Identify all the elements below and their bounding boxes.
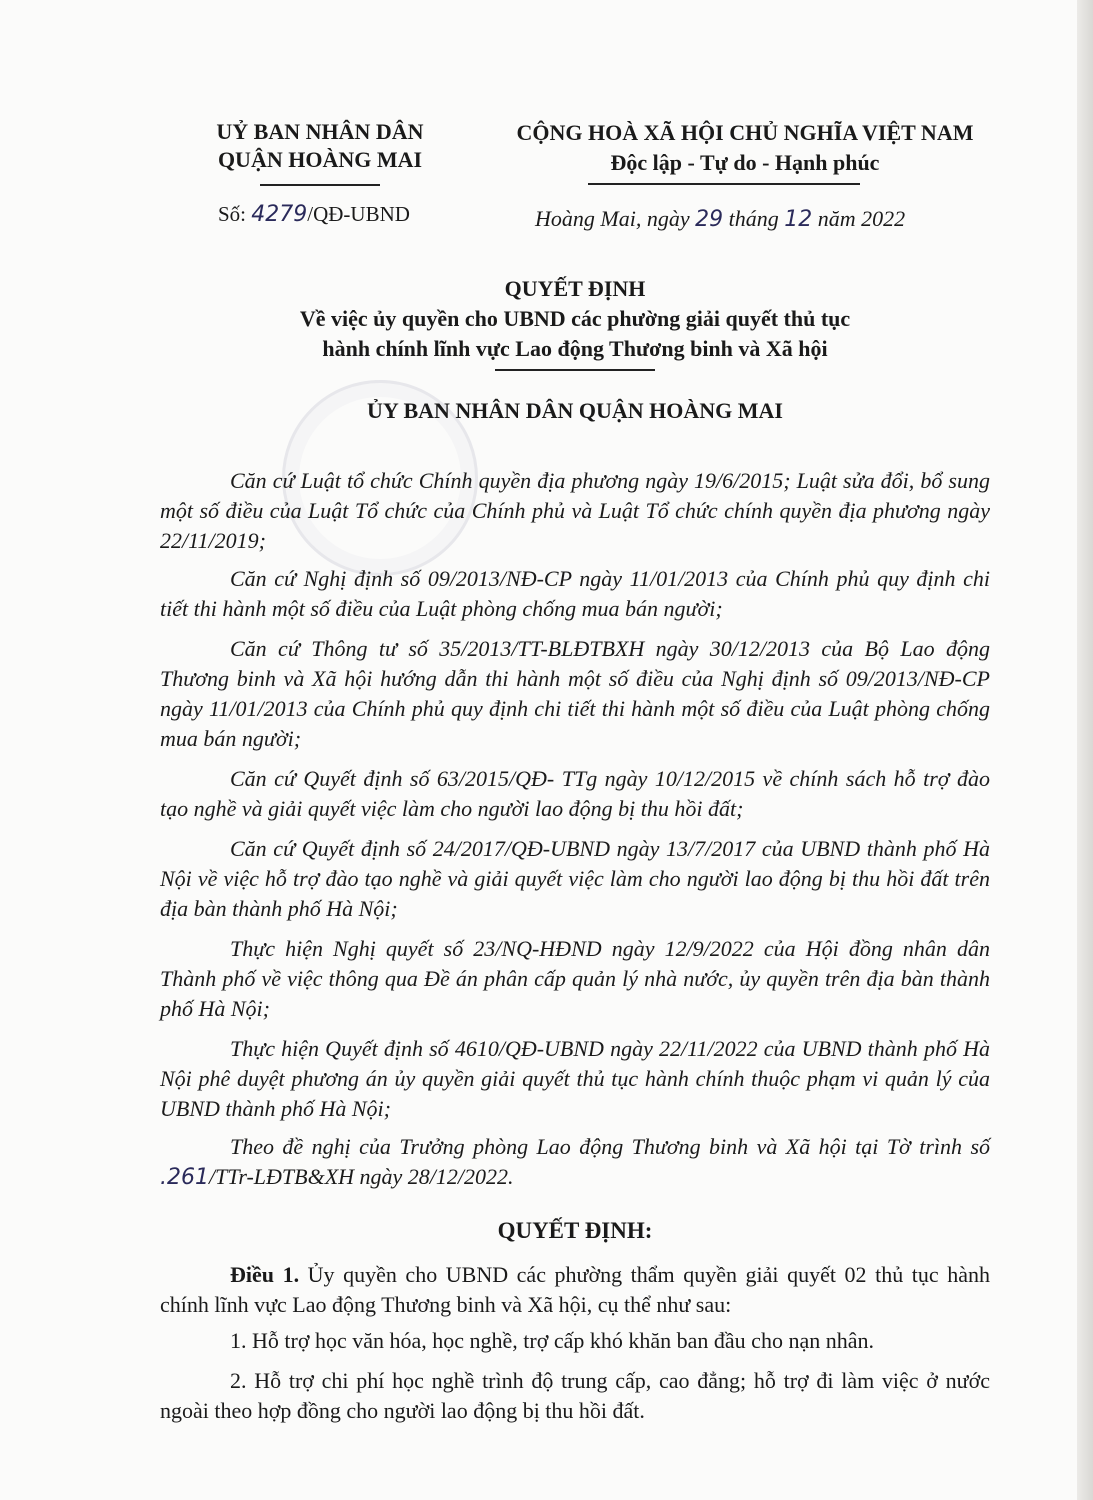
month-handwritten: 12 [784, 207, 813, 232]
org-line1: UỶ BAN NHÂN DÂN [216, 119, 424, 144]
place-date [535, 206, 905, 232]
preamble-para-6: Thực hiện Nghị quyết số 23/NQ-HĐND ngày 12/9/2022 của Hội đồng nhân dân Thành phố về việc thông qua Đề án phân cấp quản lý nhà nước, ủy quyền trên địa bàn thành phố Hà Nội; [160, 936, 990, 1021]
national-heading [495, 118, 995, 178]
doc-no-prefix: Số: [218, 202, 252, 226]
preamble-para-1: Căn cứ Luật tổ chức Chính quyền địa phương ngày 19/6/2015; Luật sửa đổi, bổ sung một số điều của Luật Tổ chức của Chính phủ và Luật Tổ chức chính quyền địa phương ngày 22/11/2019; [160, 468, 990, 553]
article-1-text: Ủy quyền cho UBND các phường thẩm quyền giải quyết 02 thủ tục hành chính lĩnh vực Lao động Thương binh và Xã hội, cụ thể như sau: [160, 1262, 991, 1317]
proposal-suffix: /TTr-LĐTB&XH ngày 28/12/2022. [208, 1164, 514, 1189]
year-label: năm 2022 [812, 206, 906, 231]
doc-no-handwritten: 4279 [251, 202, 308, 227]
doc-no-suffix: /QĐ-UBND [307, 202, 410, 226]
title-underline [495, 369, 655, 371]
proposal-para [160, 1132, 990, 1193]
preamble-para-5: Căn cứ Quyết định số 24/2017/QĐ-UBND ngày 13/7/2017 của UBND thành phố Hà Nội về việc hỗ trợ đào tạo nghề và giải quyết việc làm cho người lao động bị thu hồi đất trên địa bàn thành phố Hà Nội; [160, 836, 990, 921]
subject-line1: Về việc ủy quyền cho UBND các phường giải quyết thủ tục [299, 306, 851, 331]
org-underline [260, 184, 380, 186]
proposal-prefix: số [970, 1134, 991, 1159]
day-handwritten: 29 [695, 207, 724, 232]
document-number [218, 202, 410, 227]
preamble-para-2: Căn cứ Nghị định số 09/2013/NĐ-CP ngày 11/01/2013 của Chính phủ quy định chi tiết thi hành một số điều của Luật phòng chống mua bán người; [160, 566, 990, 621]
article-1-item-1: 1. Hỗ trợ học văn hóa, học nghề, trợ cấp khó khăn ban đầu cho nạn nhân. [230, 1328, 874, 1353]
motto-underline [588, 183, 860, 185]
preamble-para-4: Căn cứ Quyết định số 63/2015/QĐ- TTg ngày 10/12/2015 về chính sách hỗ trợ đào tạo nghề và giải quyết việc làm cho người lao động bị thu hồi đất; [160, 766, 990, 821]
proposal-handwritten-no: .261 [160, 1165, 209, 1190]
title-heading: QUYẾT ĐỊNH [504, 276, 646, 301]
decision-heading: QUYẾT ĐỊNH: [497, 1218, 653, 1243]
article-1-label: Điều 1. [230, 1262, 300, 1287]
page-edge-shadow [1077, 0, 1093, 1500]
place-date-prefix: Hoàng Mai, ngày [535, 206, 696, 231]
month-label: tháng [723, 206, 785, 231]
proposal-line1: Theo đề nghị của Trưởng phòng Lao động Thương binh và Xã hội tại Tờ trình [230, 1134, 963, 1159]
org-line2: QUẬN HOÀNG MAI [217, 147, 423, 172]
issuer-heading: ỦY BAN NHÂN DÂN QUẬN HOÀNG MAI [367, 398, 783, 423]
preamble-para-7: Thực hiện Quyết định số 4610/QĐ-UBND ngày 22/11/2022 của UBND thành phố Hà Nội phê duyệt phương án ủy quyền giải quyết thủ tục hành chính thuộc phạm vi quản lý của UBND thành phố Hà Nội; [160, 1036, 990, 1121]
country-line2: Độc lập - Tự do - Hạnh phúc [610, 150, 880, 175]
country-line1: CỘNG HOÀ XÃ HỘI CHỦ NGHĨA VIỆT NAM [516, 120, 974, 145]
subject-line2: hành chính lĩnh vực Lao động Thương binh và Xã hội [322, 336, 828, 361]
preamble-para-3: Căn cứ Thông tư số 35/2013/TT-BLĐTBXH ngày 30/12/2013 của Bộ Lao động Thương binh và Xã hội hướng dẫn thi hành một số điều của Nghị định số 09/2013/NĐ-CP ngày 11/01/2013 của Chính phủ quy định chi tiết thi hành một số điều của Luật phòng chống mua bán người; [160, 636, 990, 751]
issuing-authority [185, 118, 455, 174]
article-1-item-2: 2. Hỗ trợ chi phí học nghề trình độ trung cấp, cao đẳng; hỗ trợ đi làm việc ở nước ngoài theo hợp đồng cho người lao động bị thu hồi đất. [160, 1368, 990, 1423]
decision-title [160, 274, 990, 364]
article-1 [160, 1260, 990, 1320]
